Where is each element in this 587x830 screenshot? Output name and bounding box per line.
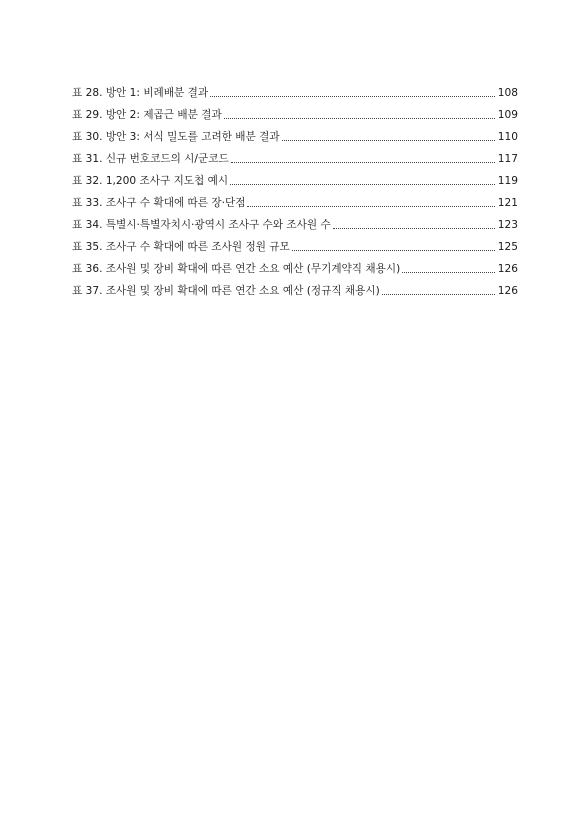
toc-entry-page: 117 [497,153,518,165]
toc-entry-page: 109 [497,109,518,121]
toc-dot-leader [247,206,494,207]
toc-entry [72,100,518,122]
table-of-tables [72,78,518,298]
toc-entry [72,210,518,232]
toc-entry-page: 119 [497,175,518,187]
toc-entry [72,254,518,276]
toc-dot-leader [224,118,495,119]
toc-dot-leader [382,294,495,295]
toc-entry-page: 108 [497,87,518,99]
toc-entry [72,166,518,188]
toc-entry-title: 표 35. 조사구 수 확대에 따른 조사원 정원 규모 [72,241,290,253]
toc-dot-leader [230,184,495,185]
toc-entry-title: 표 29. 방안 2: 제곱근 배분 결과 [72,109,222,121]
toc-dot-leader [333,228,495,229]
toc-entry [72,188,518,210]
toc-dot-leader [231,162,495,163]
toc-entry-page: 123 [497,219,518,231]
toc-entry-title: 표 32. 1,200 조사구 지도첩 예시 [72,175,229,187]
toc-entry-page: 125 [497,241,518,253]
toc-entry [72,122,518,144]
toc-dot-leader [282,140,495,141]
toc-entry-title: 표 34. 특별시·특별자치시·광역시 조사구 수와 조사원 수 [72,219,331,231]
toc-entry-title: 표 28. 방안 1: 비례배분 결과 [72,87,209,99]
toc-entry-title: 표 30. 방안 3: 서식 밀도를 고려한 배분 결과 [72,131,280,143]
toc-entry-page: 126 [497,263,518,275]
toc-dot-leader [402,272,495,273]
toc-dot-leader [210,96,495,97]
toc-entry-title: 표 33. 조사구 수 확대에 따른 장·단점 [72,197,246,209]
toc-entry-page: 126 [497,285,518,297]
toc-entry [72,276,518,298]
toc-entry-title: 표 36. 조사원 및 장비 확대에 따른 연간 소요 예산 (무기계약직 채용시) [72,263,401,275]
toc-entry [72,144,518,166]
toc-entry-title: 표 31. 신규 번호코드의 시/군코드 [72,153,229,165]
toc-dot-leader [292,250,495,251]
toc-entry [72,78,518,100]
toc-entry [72,232,518,254]
toc-entry-page: 121 [497,197,518,209]
toc-entry-title: 표 37. 조사원 및 장비 확대에 따른 연간 소요 예산 (정규직 채용시) [72,285,380,297]
toc-entry-page: 110 [497,131,518,143]
